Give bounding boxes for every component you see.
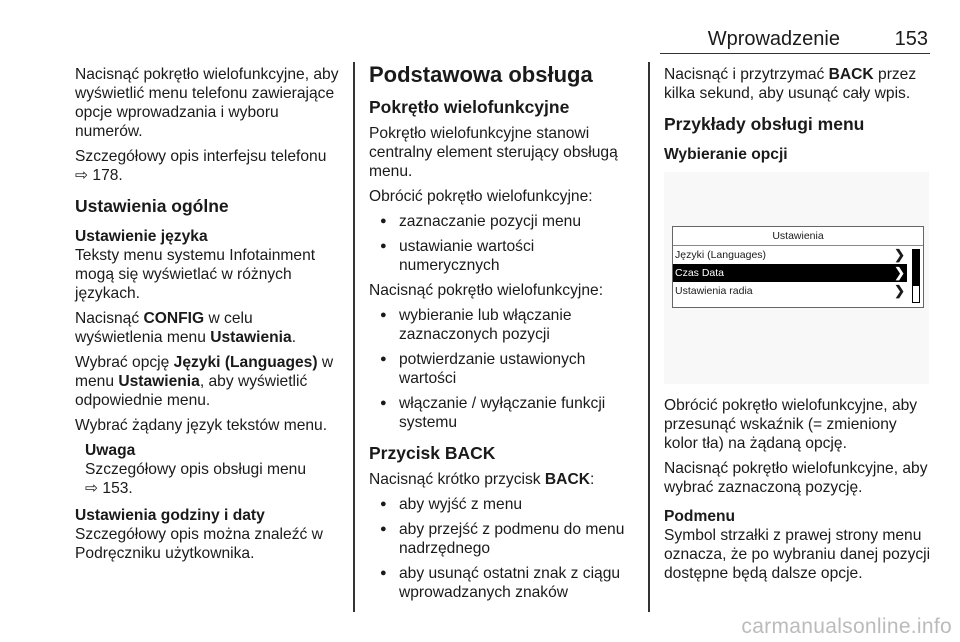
menu-item-label: Języki (Languages) <box>675 249 767 261</box>
list-item: ● ustawianie wartości numerycznych <box>369 237 637 275</box>
paragraph: Nacisnąć pokrętło wielofunkcyjne, aby wybrać zaznaczoną pozycję. <box>664 460 928 496</box>
paragraph: Obrócić pokrętło wielofunkcyjne, aby przesunąć wskaźnik (= zmieniony kolor tła) na żądaną opcję. <box>664 397 918 452</box>
screen-title: Ustawienia <box>673 227 923 246</box>
scrollbar <box>912 249 920 303</box>
paragraph: Szczegółowy opis można znaleźć w Podręczniku użytkownika. <box>75 526 323 562</box>
paragraph <box>664 65 932 103</box>
menu-item-selected <box>673 264 907 282</box>
text: Wybrać opcję <box>75 354 174 371</box>
button-name: CONFIG <box>143 310 205 327</box>
paragraph <box>75 309 343 347</box>
bullet-list <box>369 306 637 432</box>
page-reference-link[interactable]: ⇨ 178. <box>75 167 123 184</box>
chapter-title: Wprowadzenie <box>707 28 840 50</box>
paragraph <box>75 147 343 185</box>
list-item: ● potwierdzanie ustawionych wartości <box>369 350 637 388</box>
subheading: Podmenu <box>664 508 736 525</box>
settings-screen <box>672 226 924 308</box>
list-item: ● aby wyjść z menu <box>369 495 637 514</box>
button-name: BACK <box>828 66 874 83</box>
chevron-right-icon: ❯ <box>894 247 905 262</box>
right-column <box>664 65 932 589</box>
bullet-list <box>369 495 637 602</box>
paragraph: Wybrać żądany język tekstów menu. <box>75 417 328 434</box>
list-item: ● włączanie / wyłączanie funkcji systemu <box>369 394 637 432</box>
subheading: Ustawienia godziny i daty <box>75 507 265 524</box>
bullet-list <box>369 212 637 275</box>
button-name: BACK <box>544 471 590 488</box>
paragraph: Nacisnąć pokrętło wielofunkcyjne: <box>369 282 604 299</box>
text: w menu <box>75 354 334 390</box>
left-column <box>75 65 343 569</box>
section-heading: Ustawienia ogólne <box>75 196 229 216</box>
subheading: Wybieranie opcji <box>664 146 788 163</box>
text: Nacisnąć krótko przycisk <box>369 471 545 488</box>
menu-item <box>673 282 907 300</box>
list-item: ● aby usunąć ostatni znak z ciągu wprowadzanych znaków <box>369 564 637 602</box>
watermark: carmanualsonline.info <box>741 615 952 638</box>
option-name: Języki (Languages) <box>173 354 318 371</box>
section-heading: Przycisk BACK <box>369 443 496 463</box>
section-title: Podstawowa obsługa <box>369 62 593 87</box>
paragraph <box>369 470 637 489</box>
chevron-right-icon: ❯ <box>894 265 905 280</box>
note-box <box>75 441 343 498</box>
page-header <box>660 28 930 54</box>
column-divider <box>353 62 355 612</box>
menu-name: Ustawienia <box>210 329 292 346</box>
text: : <box>589 471 595 488</box>
section-heading: Przykłady obsługi menu <box>664 114 865 134</box>
screen-illustration <box>664 172 929 384</box>
page-reference-link[interactable]: ⇨ 153. <box>85 480 133 497</box>
text: w celu wyświetlenia menu <box>75 310 253 346</box>
paragraph: Pokrętło wielofunkcyjne stanowi centralny element sterujący obsługą menu. <box>369 125 618 180</box>
list-item: ● zaznaczanie pozycji menu <box>369 212 637 231</box>
text: . <box>291 329 297 346</box>
paragraph: Symbol strzałki z prawej strony menu oznacza, że po wybraniu danej pozycji dostępne będą dalsze opcje. <box>664 527 931 582</box>
paragraph: Nacisnąć pokrętło wielofunkcyjne, aby wyświetlić menu telefonu zawierające opcje wprowadzania i wyboru numerów. <box>75 66 339 140</box>
column-divider <box>648 62 650 612</box>
section-heading: Pokrętło wielofunkcyjne <box>369 97 570 117</box>
paragraph <box>75 353 343 410</box>
text: Szczegółowy opis interfejsu telefonu <box>75 148 327 165</box>
text: , aby wyświetlić odpowiednie menu. <box>75 373 308 409</box>
menu-name: Ustawienia <box>118 373 200 390</box>
paragraph: Teksty menu systemu Infotainment mogą się wyświetlać w różnych językach. <box>75 247 316 302</box>
menu-item-label: Ustawienia radia <box>675 285 753 297</box>
text: Nacisnąć i przytrzymać <box>664 66 829 83</box>
paragraph: Obrócić pokrętło wielofunkcyjne: <box>369 188 593 205</box>
list-item: ● aby przejść z podmenu do menu nadrzędnego <box>369 520 637 558</box>
note-title: Uwaga <box>85 442 136 459</box>
chevron-right-icon: ❯ <box>894 283 905 298</box>
middle-column <box>369 62 637 608</box>
page-number: 153 <box>894 28 928 50</box>
subheading: Ustawienie języka <box>75 228 208 245</box>
text: przez kilka sekund, aby usunąć cały wpis. <box>664 66 917 102</box>
text: Nacisnąć <box>75 310 144 327</box>
menu-item <box>673 246 907 264</box>
note-text: Szczegółowy opis obsługi menu <box>85 461 307 478</box>
list-item: ● wybieranie lub włączanie zaznaczonych pozycji <box>369 306 637 344</box>
menu-item-label: Czas Data <box>675 267 725 279</box>
